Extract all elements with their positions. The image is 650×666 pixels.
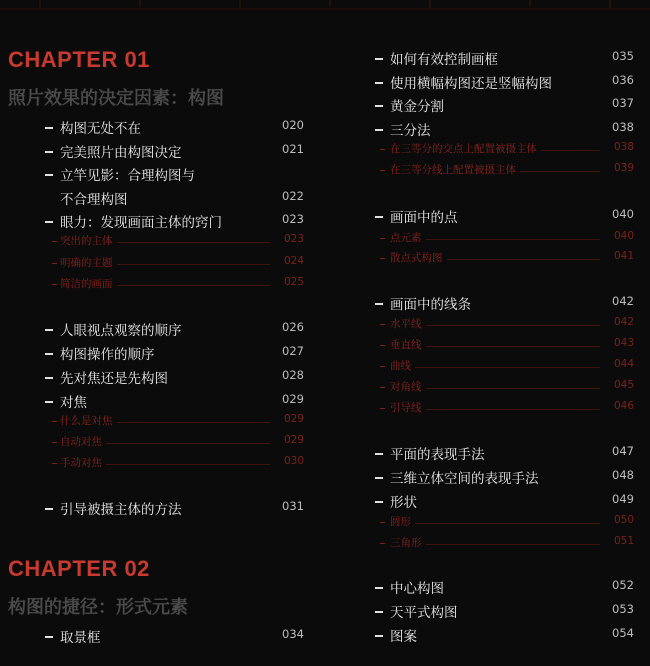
entry-page-number: 047 xyxy=(612,444,634,458)
toc-subentry xyxy=(362,358,650,376)
subentry-page-number: 050 xyxy=(613,514,634,526)
subentry-title: 简洁的画面 xyxy=(60,276,117,291)
chapter-2-title: 构图的捷径：形式元素 xyxy=(8,597,188,618)
entry-title: 黄金分割 xyxy=(390,99,444,115)
toc-entry[interactable] xyxy=(0,391,318,413)
entry-dash xyxy=(375,611,383,613)
entry-page-number: 054 xyxy=(612,626,634,640)
subentry-title: 引导线 xyxy=(390,400,426,415)
subentry-dash xyxy=(380,522,385,523)
entry-title: 立竿见影：合理构图与 xyxy=(60,168,195,184)
entry-page-number: 037 xyxy=(612,96,634,110)
subentry-dash xyxy=(380,345,385,346)
subentry-dash xyxy=(52,284,57,285)
subentry-page-number: 029 xyxy=(283,413,304,425)
toc-subentry xyxy=(0,276,318,294)
subentry-page-number: 041 xyxy=(613,250,634,262)
subentry-page-number: 051 xyxy=(613,535,634,547)
toc-subentry xyxy=(362,514,650,532)
subentry-title: 三角形 xyxy=(390,535,426,550)
subentry-page-number: 038 xyxy=(613,141,634,153)
toc-subentry xyxy=(362,162,650,180)
toc-subentry xyxy=(362,379,650,397)
subentry-title: 圆形 xyxy=(390,514,415,529)
subentry-rule xyxy=(390,523,600,524)
entry-title: 中心构图 xyxy=(390,581,444,597)
top-decoration xyxy=(0,0,650,12)
subentry-dash xyxy=(52,442,57,443)
entry-title: 构图无处不在 xyxy=(60,121,141,137)
entry-title: 完美照片由构图决定 xyxy=(60,145,182,161)
entry-page-number: 020 xyxy=(282,118,304,132)
chapter-1-label: CHAPTER 01 xyxy=(8,47,150,72)
toc-entry[interactable] xyxy=(0,164,318,210)
subentry-dash xyxy=(380,366,385,367)
entry-page-number: 042 xyxy=(612,294,634,308)
subentry-dash xyxy=(52,241,57,242)
entry-page-number: 026 xyxy=(282,320,304,334)
subentry-page-number: 044 xyxy=(613,358,634,370)
entry-dash xyxy=(45,401,53,403)
toc-entry[interactable] xyxy=(362,577,650,599)
entry-page-number: 035 xyxy=(612,49,634,63)
entry-title: 如何有效控制画框 xyxy=(390,52,498,68)
entry-dash xyxy=(375,105,383,107)
toc-entry[interactable] xyxy=(362,119,650,141)
toc-subentry xyxy=(362,535,650,553)
entry-title: 取景框 xyxy=(60,630,101,646)
entry-title: 天平式构图 xyxy=(390,605,458,621)
entry-title: 对焦 xyxy=(60,395,87,411)
toc-entry[interactable] xyxy=(0,498,318,520)
subentry-page-number: 045 xyxy=(613,379,634,391)
entry-page-number: 036 xyxy=(612,73,634,87)
entry-page-number: 031 xyxy=(282,499,304,513)
toc-entry[interactable] xyxy=(362,206,650,228)
toc-subentry xyxy=(0,455,318,473)
entry-title: 画面中的点 xyxy=(390,210,458,226)
entry-title: 使用横幅构图还是竖幅构图 xyxy=(390,76,552,92)
subentry-page-number: 029 xyxy=(283,434,304,446)
toc-entry[interactable] xyxy=(362,625,650,647)
entry-page-number: 021 xyxy=(282,142,304,156)
entry-dash xyxy=(375,82,383,84)
entry-dash xyxy=(45,221,53,223)
entry-dash xyxy=(45,151,53,153)
toc-subentry xyxy=(362,230,650,248)
entry-page-number: 028 xyxy=(282,368,304,382)
entry-page-number: 053 xyxy=(612,602,634,616)
subentry-title: 在三等分的交点上配置被摄主体 xyxy=(390,141,541,156)
entry-page-number: 022 xyxy=(282,189,304,203)
toc-entry[interactable] xyxy=(362,95,650,117)
toc-subentry xyxy=(362,250,650,268)
subentry-dash xyxy=(380,543,385,544)
entry-page-number: 048 xyxy=(612,468,634,482)
toc-entry[interactable] xyxy=(362,72,650,94)
toc-entry[interactable] xyxy=(362,491,650,513)
toc-entry[interactable] xyxy=(362,293,650,315)
entry-dash xyxy=(45,508,53,510)
entry-page-number: 023 xyxy=(282,212,304,226)
toc-subentry xyxy=(362,400,650,418)
subentry-title: 散点式构图 xyxy=(390,250,447,265)
toc-subentry xyxy=(362,337,650,355)
subentry-page-number: 040 xyxy=(613,230,634,242)
subentry-title: 在三等分线上配置被摄主体 xyxy=(390,162,520,177)
toc-entry[interactable] xyxy=(0,367,318,389)
subentry-page-number: 043 xyxy=(613,337,634,349)
entry-page-number: 027 xyxy=(282,344,304,358)
entry-dash xyxy=(45,174,53,176)
toc-subentry xyxy=(0,255,318,273)
toc-entry[interactable] xyxy=(0,319,318,341)
entry-title: 先对焦还是先构图 xyxy=(60,371,168,387)
subentry-page-number: 024 xyxy=(283,255,304,267)
entry-dash xyxy=(375,477,383,479)
entry-title: 平面的表现手法 xyxy=(390,447,485,463)
entry-dash xyxy=(375,587,383,589)
toc-subentry xyxy=(0,233,318,251)
toc-subentry xyxy=(0,434,318,452)
subentry-dash xyxy=(380,238,385,239)
entry-page-number: 052 xyxy=(612,578,634,592)
subentry-dash xyxy=(380,387,385,388)
entry-page-number: 034 xyxy=(282,627,304,641)
entry-dash xyxy=(45,636,53,638)
entry-dash xyxy=(375,58,383,60)
toc-entry[interactable] xyxy=(0,211,318,233)
subentry-dash xyxy=(380,149,385,150)
entry-dash xyxy=(375,635,383,637)
entry-dash xyxy=(375,303,383,305)
toc-subentry xyxy=(0,413,318,431)
chapter-2-label: CHAPTER 02 xyxy=(8,556,150,581)
chapter-1-title: 照片效果的决定因素：构图 xyxy=(8,88,224,109)
subentry-title: 曲线 xyxy=(390,358,415,373)
entry-title: 人眼视点观察的顺序 xyxy=(60,323,182,339)
subentry-page-number: 025 xyxy=(283,276,304,288)
subentry-title: 点元素 xyxy=(390,230,426,245)
toc-entry[interactable] xyxy=(0,141,318,163)
entry-page-number: 049 xyxy=(612,492,634,506)
subentry-page-number: 030 xyxy=(283,455,304,467)
entry-page-number: 040 xyxy=(612,207,634,221)
entry-title: 引导被摄主体的方法 xyxy=(60,502,182,518)
subentry-dash xyxy=(380,170,385,171)
entry-title: 眼力：发现画面主体的窍门 xyxy=(60,215,222,231)
subentry-title: 水平线 xyxy=(390,316,426,331)
subentry-page-number: 046 xyxy=(613,400,634,412)
subentry-title: 突出的主体 xyxy=(60,233,117,248)
subentry-title: 什么是对焦 xyxy=(60,413,117,428)
subentry-title: 明确的主题 xyxy=(60,255,117,270)
entry-dash xyxy=(45,377,53,379)
entry-dash xyxy=(375,501,383,503)
subentry-title: 手动对焦 xyxy=(60,455,106,470)
toc-entry[interactable] xyxy=(0,343,318,365)
entry-title: 形状 xyxy=(390,495,417,511)
subentry-dash xyxy=(52,263,57,264)
entry-title-line2: 不合理构图 xyxy=(60,192,128,208)
entry-dash xyxy=(45,127,53,129)
toc-entry[interactable] xyxy=(362,467,650,489)
toc-entry[interactable] xyxy=(362,48,650,70)
toc-entry[interactable] xyxy=(362,443,650,465)
entry-dash xyxy=(375,129,383,131)
subentry-page-number: 042 xyxy=(613,316,634,328)
entry-dash xyxy=(375,453,383,455)
entry-title: 构图操作的顺序 xyxy=(60,347,155,363)
subentry-dash xyxy=(380,258,385,259)
entry-dash xyxy=(45,329,53,331)
toc-subentry xyxy=(362,316,650,334)
subentry-dash xyxy=(52,421,57,422)
toc-entry[interactable] xyxy=(362,601,650,623)
subentry-dash xyxy=(52,463,57,464)
subentry-title: 对角线 xyxy=(390,379,426,394)
subentry-rule xyxy=(390,367,600,368)
entry-page-number: 029 xyxy=(282,392,304,406)
entry-page-number: 038 xyxy=(612,120,634,134)
toc-entry[interactable] xyxy=(0,626,318,648)
entry-title: 画面中的线条 xyxy=(390,297,471,313)
toc-entry[interactable] xyxy=(0,117,318,139)
entry-dash xyxy=(45,353,53,355)
subentry-dash xyxy=(380,408,385,409)
subentry-page-number: 023 xyxy=(283,233,304,245)
entry-title: 三维立体空间的表现手法 xyxy=(390,471,539,487)
entry-title: 图案 xyxy=(390,629,417,645)
subentry-dash xyxy=(380,324,385,325)
entry-dash xyxy=(375,216,383,218)
subentry-title: 自动对焦 xyxy=(60,434,106,449)
entry-title: 三分法 xyxy=(390,123,431,139)
toc-subentry xyxy=(362,141,650,159)
subentry-page-number: 039 xyxy=(613,162,634,174)
subentry-title: 垂直线 xyxy=(390,337,426,352)
